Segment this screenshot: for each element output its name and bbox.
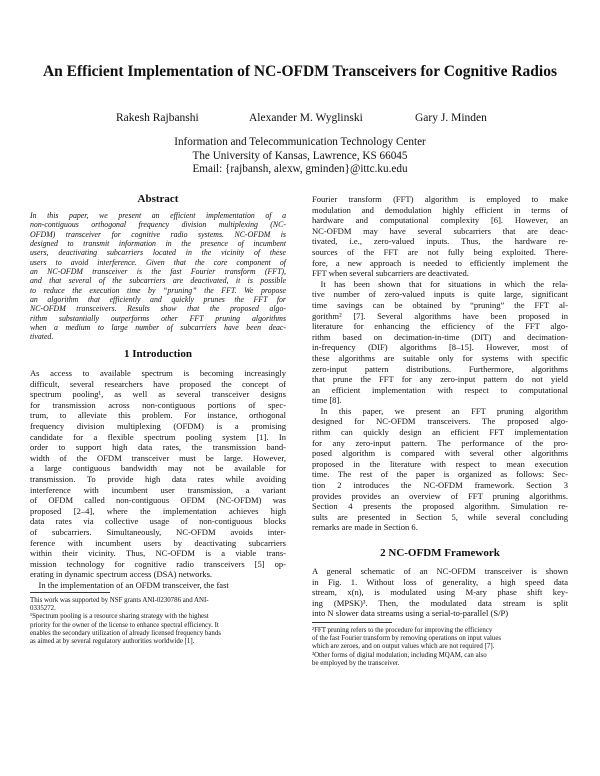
text-line: In this paper, we present an efficient implementation of a	[30, 211, 286, 220]
text-line: interference with incumbent user transmission, a variant	[30, 484, 286, 495]
text-line: ference with incumbent users by deactivating subcarriers	[30, 537, 286, 548]
text-line: OFDM) transceiver for cognitive radio systems. NC-OFDM is	[30, 229, 286, 239]
text-line: that prune the FFT for any zero-input pattern do not yield	[312, 374, 568, 385]
text-line: users, deactivating subcarriers located in the vicinity of these	[30, 248, 286, 258]
text-line: tivated, i.e., zero-valued inputs. Thus, the hardware re-	[312, 236, 568, 247]
abstract-body	[30, 211, 286, 342]
text-line: of subcarriers. Simultaneously, NC-OFDM avoids inter-	[30, 526, 286, 537]
text-line: FFT when several subcarriers are deactivated.	[312, 268, 469, 279]
text-line: literature for enhancing the efficiency of the FFT algo-	[312, 321, 568, 332]
text-line: stream, x(n), is modulated using M-ary phase shift key-	[312, 587, 568, 598]
text-line: Fourier transform (FFT) algorithm is employed to make	[312, 194, 568, 204]
footnote-rule	[312, 622, 392, 623]
text-line: an efficient implementation with respect to computational	[312, 384, 568, 395]
email-line: Email: {rajbansh, alexw, gminden}@ittc.ku.edu	[192, 163, 408, 175]
text-line: these algorithms are suitable only for systems with specific	[312, 352, 568, 363]
text-line: In this paper, we present an FFT pruning algorithm	[312, 405, 568, 416]
text-line: in-frequency (DIF) algorithms [8–15]. However, most of	[312, 342, 568, 353]
text-line: non-contiguous orthogonal frequency division multiplexing (NC-	[30, 220, 286, 230]
text-line: In the implementation of an OFDM transceiver, the fast	[30, 579, 229, 590]
affiliation-line: Information and Telecommunication Technology Center	[174, 136, 426, 148]
text-line: modulation and demodulation highly efficient in terms of	[312, 204, 568, 215]
text-line: an NC-OFDM transceiver is the fast Fourier transform (FFT),	[30, 267, 286, 277]
text-line: to reduce the execution time by “pruning” the FFT. We propose	[30, 285, 286, 295]
text-line: as aimed at by several regulatory authorities worldwide [1].	[30, 637, 195, 645]
text-line: priority for the owner of the license to enhance spectral efficiency. It	[30, 621, 219, 629]
text-line: It has been shown that for situations in which the rela-	[312, 278, 568, 289]
text-line: A general schematic of an NC-OFDM transceiver is shown	[312, 566, 568, 576]
text-line: proposed in the literature with respect to mean execution	[312, 458, 568, 469]
text-line: hardware and computational complexity [6]. However, an	[312, 215, 568, 226]
text-line: transmission. To provide high data rates while avoiding	[30, 473, 286, 484]
text-line: mission technology for cognitive radio transceivers [5] op-	[30, 558, 286, 569]
section2-heading: 2 NC-OFDM Framework	[380, 547, 500, 559]
text-line: for transmission across non-contiguous portions of spec-	[30, 399, 286, 410]
text-line: spectrum pooling¹, as well as several transceiver designs	[30, 389, 286, 400]
text-line: in Fig. 1. Without loss of generality, a high speed data	[312, 576, 568, 587]
right-footnotes	[312, 627, 568, 668]
text-line: ¹Spectrum pooling is a resource sharing strategy with the highest	[30, 613, 209, 621]
text-line: within their vicinity. Thus, NC-OFDM is a viable trans-	[30, 548, 286, 559]
text-line: candidate for a flexible spectrum pooling system [1]. In	[30, 431, 286, 442]
right-column-body	[312, 194, 568, 533]
text-line: when a medium to large number of subcarriers have been deac-	[30, 323, 286, 333]
text-line: ing (MPSK)³. Then, the modulated data stream is split	[312, 597, 568, 608]
text-line: NC-OFDM transceivers. Results show that the proposed algo-	[30, 304, 286, 314]
left-footnotes	[30, 597, 286, 646]
text-line: time [8].	[312, 395, 342, 406]
affiliation-line: The University of Kansas, Lawrence, KS 66045	[192, 149, 408, 162]
text-line: width of the OFDM transceiver must be large. However,	[30, 452, 286, 463]
affiliation-block	[0, 136, 600, 177]
text-line: for any zero-input pattern. The performance of the pro-	[312, 437, 568, 448]
text-line: be employed by the transceiver.	[312, 659, 400, 667]
text-line: order to support high data rates, the transmission band-	[30, 442, 286, 453]
text-line: zero-input pattern distributions. Furthermore, algorithms	[312, 363, 568, 374]
text-line: tion 2 introduces the NC-OFDM framework. Section 3	[312, 480, 568, 491]
text-line: fore, a new approach is needed to efficiently implement the	[312, 257, 568, 268]
text-line: time savings can be obtained by “pruning” the FFT al-	[312, 299, 568, 310]
text-line: data rates via collective usage of non-contiguous blocks	[30, 516, 286, 527]
text-line: which are zeroes, and on output values which are not required [7].	[312, 643, 495, 651]
text-line: enables the secondary utilization of already licensed frequency bands	[30, 629, 221, 637]
text-line: erating in dynamic spectrum access (DSA) networks.	[30, 569, 213, 580]
author-list	[0, 112, 600, 128]
text-line: sults are presented in Section 5, while several concluding	[312, 511, 568, 522]
text-line: users to avoid interference. Given that the core component of	[30, 257, 286, 267]
paper-title: An Efficient Implementation of NC-OFDM Transceivers for Cognitive Radios	[42, 63, 558, 80]
text-line: 0335272.	[30, 605, 56, 613]
text-line: As access to available spectrum is becoming increasingly	[30, 368, 286, 378]
text-line: Section 4 presents the proposed algorithm. Simulation re-	[312, 501, 568, 512]
abstract-heading: Abstract	[137, 193, 179, 205]
text-line: of OFDM called non-contiguous OFDM (NC-OFDM) was	[30, 495, 286, 506]
text-line: rithm substantially outperforms other FFT pruning algorithms	[30, 313, 286, 323]
text-line: a large contiguous bandwidth may not be available for	[30, 463, 286, 474]
text-line: posed algorithm is compared with several other algorithms	[312, 448, 568, 459]
text-line: into N slower data streams using a serial-to-parallel (S/P)	[312, 608, 509, 619]
text-line: an algorithm that efficiently and quickly prunes the FFT for	[30, 295, 286, 305]
text-line: of the fast Fourier transform by removing operations on input values	[312, 635, 502, 643]
text-line: rithm can quickly design an efficient FFT implementation	[312, 427, 568, 438]
text-line: trum, to alleviate this problem. For instance, orthogonal	[30, 410, 286, 421]
text-line: This work was supported by NSF grants ANI-0230786 and ANI-	[30, 597, 209, 604]
text-line: and that several of the subcarriers are deactivated, it is possible	[30, 276, 286, 286]
text-line: gorithm² [7]. Several algorithms have been proposed in	[312, 310, 568, 321]
section2-body	[312, 566, 568, 619]
text-line: tivated.	[30, 332, 54, 342]
text-line: difficult, several researchers have proposed the concept of	[30, 378, 286, 389]
text-line: ³Other forms of digital modulation, including MQAM, can also	[312, 651, 487, 659]
introduction-body	[30, 368, 286, 590]
text-line: remarks are made in Section 6.	[312, 522, 418, 533]
text-line: designed for NC-OFDM transceivers. The proposed algo-	[312, 416, 568, 427]
text-line: proposed [2–4], where the implementation achieves high	[30, 505, 286, 516]
text-line: sources of the FFT are not fully being exploited. There-	[312, 246, 568, 257]
text-line: time. The rest of the paper is organized as follows: Sec-	[312, 469, 568, 480]
author-name: Rakesh Rajbanshi	[116, 112, 199, 124]
introduction-heading: 1 Introduction	[124, 348, 192, 360]
text-line: tive number of zero-valued inputs is quite large, significant	[312, 289, 568, 300]
text-line: NC-OFDM may have several subcarriers that are deac-	[312, 225, 568, 236]
author-name: Gary J. Minden	[415, 112, 487, 124]
text-line: provides provides an overview of FFT pruning algorithms.	[312, 490, 568, 501]
text-line: designed to transmit information in the presence of incumbent	[30, 239, 286, 249]
text-line: rithm based on decimation-in-time (DIT) and decimation-	[312, 331, 568, 342]
footnote-rule	[30, 592, 110, 593]
author-name: Alexander M. Wyglinski	[249, 112, 363, 124]
text-line: ²FFT pruning refers to the procedure for improving the efficiency	[312, 627, 493, 634]
text-line: frequency division multiplexing (OFDM) is a promising	[30, 420, 286, 431]
